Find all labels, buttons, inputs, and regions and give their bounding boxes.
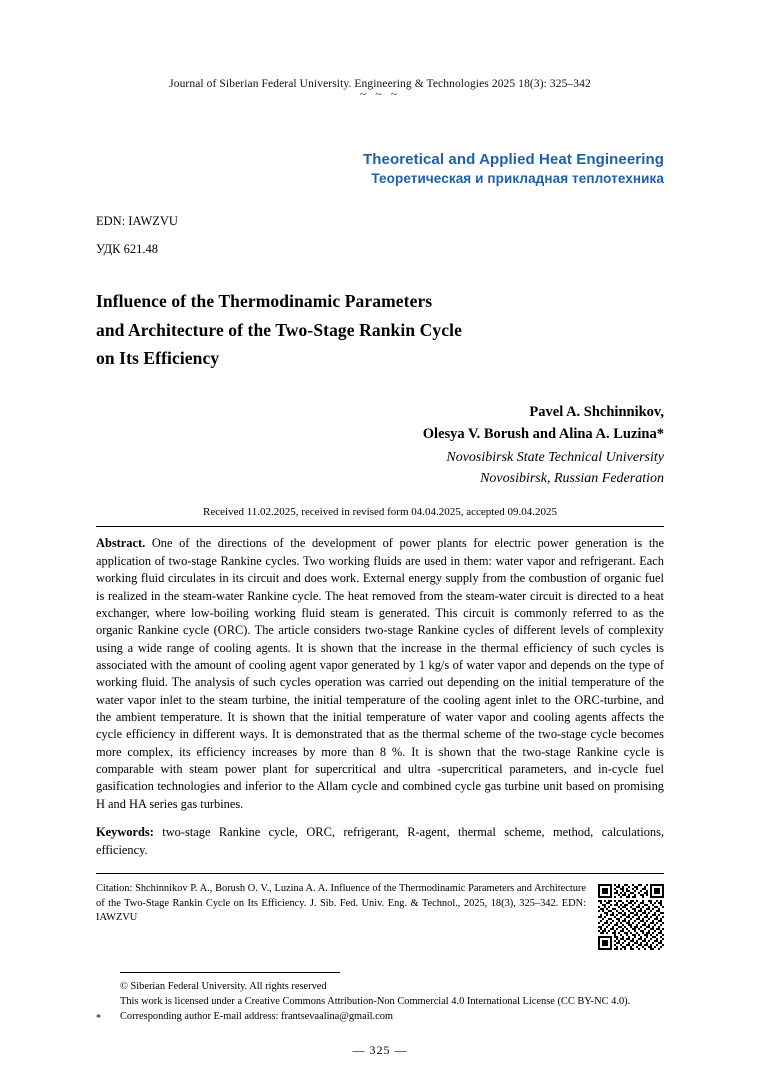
abstract-paragraph bbox=[96, 535, 664, 813]
tilde-separator: ~ ~ ~ bbox=[359, 87, 401, 101]
affiliation-line: Novosibirsk, Russian Federation bbox=[480, 471, 664, 487]
keywords-label: Keywords: bbox=[96, 825, 154, 840]
keywords-text: two-stage Rankine cycle, ORC, refrigerant, R-agent, thermal scheme, method, calculations, efficiency. bbox=[96, 825, 664, 857]
page-number: — 325 — bbox=[352, 1043, 408, 1057]
running-head: Journal of Siberian Federal University. Engineering & Technologies 2025 18(3): 325–342 bbox=[169, 78, 591, 90]
affiliation bbox=[96, 447, 664, 489]
journal-section-heading bbox=[96, 150, 664, 188]
article-title-line: Influence of the Thermodinamic Parameters bbox=[96, 291, 433, 312]
article-title bbox=[96, 287, 664, 372]
citation-block bbox=[96, 873, 664, 950]
divider-above-abstract bbox=[96, 526, 664, 527]
keywords-paragraph bbox=[96, 824, 664, 859]
corresponding-author-note bbox=[96, 1009, 664, 1024]
citation-text: Citation: Shchinnikov P. A., Borush O. V., Luzina A. A. Influence of the Thermodinamic Parameters and Architecture of the Two-Stage Rankin Cycle on Its Efficiency. J. Sib. Fed. Univ. Eng. & Technol., 2025, 18(3), 325–342. EDN: IAWZVU bbox=[96, 882, 586, 924]
section-title-en: Theoretical and Applied Heat Engineering bbox=[363, 151, 664, 168]
affiliation-line: Novosibirsk State Technical University bbox=[446, 450, 664, 466]
edn-identifier: EDN: IAWZVU bbox=[96, 214, 178, 229]
footnote-text bbox=[120, 979, 664, 1009]
author-list bbox=[96, 401, 664, 446]
submission-dates: Received 11.02.2025, received in revised form 04.04.2025, accepted 09.04.2025 bbox=[203, 506, 557, 519]
copyright-line: © Siberian Federal University. All rights reserved bbox=[120, 980, 327, 992]
author-line: Pavel A. Shchinnikov, bbox=[529, 403, 664, 420]
corresponding-author-email: Corresponding author E-mail address: frantsevaalina@gmail.com bbox=[120, 1010, 394, 1022]
abstract-text: One of the directions of the development of power plants for electric power generation is the application of two-stage Rankine cycles. Two working fluids are used in them: water vapor and refrigerant. Each working fluid circulates in its circuit and does work. External energy supply from the combustion of organic fuel is realized in the steam-water Rankine cycle. The heat removed from the steam-water circuit is directed to a heat exchanger, where low-boiling working fluid steam is generated. This circuit is commonly referred to as the organic Rankine cycle (ORC). The article considers two-stage Rankine cycles of different levels of complexity using a wide range of cooling agents. It is shown that the increase in the thermal efficiency of such cycles is associated with the amount of cooling agent vapor generated by 1 kg/s of water vapor and depends on the type of working fluid. The analysis of such cycles operation was carried out depending on the initial temperature of the water vapor inlet to the steam turbine, the initial temperature of the cooling agent inlet to the ORC-turbine, and the ambient temperature. It is shown that the initial temperature of water vapor and cooling agents affects the cycle efficiency in different ways. It is demonstrated that as the thermal scheme of the two-stage cycle becomes more complex, its efficiency increases by more than 8 %. It is shown that the two-stage Rankine cycle is comparable with steam power plant for supercritical and ultra -supercritical parameters, and in-cycle fuel gasification technologies and inferior to the Allam cycle and combined cycle gas turbine unit based on promising H and HA series gas turbines. bbox=[96, 536, 664, 811]
page-footer bbox=[96, 972, 664, 1024]
section-title-ru: Теоретическая и прикладная теплотехника bbox=[371, 171, 664, 187]
abstract-label: Abstract. bbox=[96, 536, 146, 551]
footnote-divider bbox=[120, 972, 340, 973]
author-line: Olesya V. Borush and Alina A. Luzina* bbox=[422, 425, 664, 442]
udc-code: УДК 621.48 bbox=[96, 242, 158, 257]
qr-code-icon bbox=[598, 884, 664, 950]
license-line: This work is licensed under a Creative Commons Attribution-Non Commercial 4.0 International License (CC BY-NC 4.0). bbox=[120, 995, 631, 1007]
article-title-line: and Architecture of the Two‑Stage Rankin Cycle bbox=[96, 319, 462, 340]
article-title-line: on Its Efficiency bbox=[96, 348, 220, 369]
asterisk-marker: * bbox=[96, 1012, 102, 1024]
